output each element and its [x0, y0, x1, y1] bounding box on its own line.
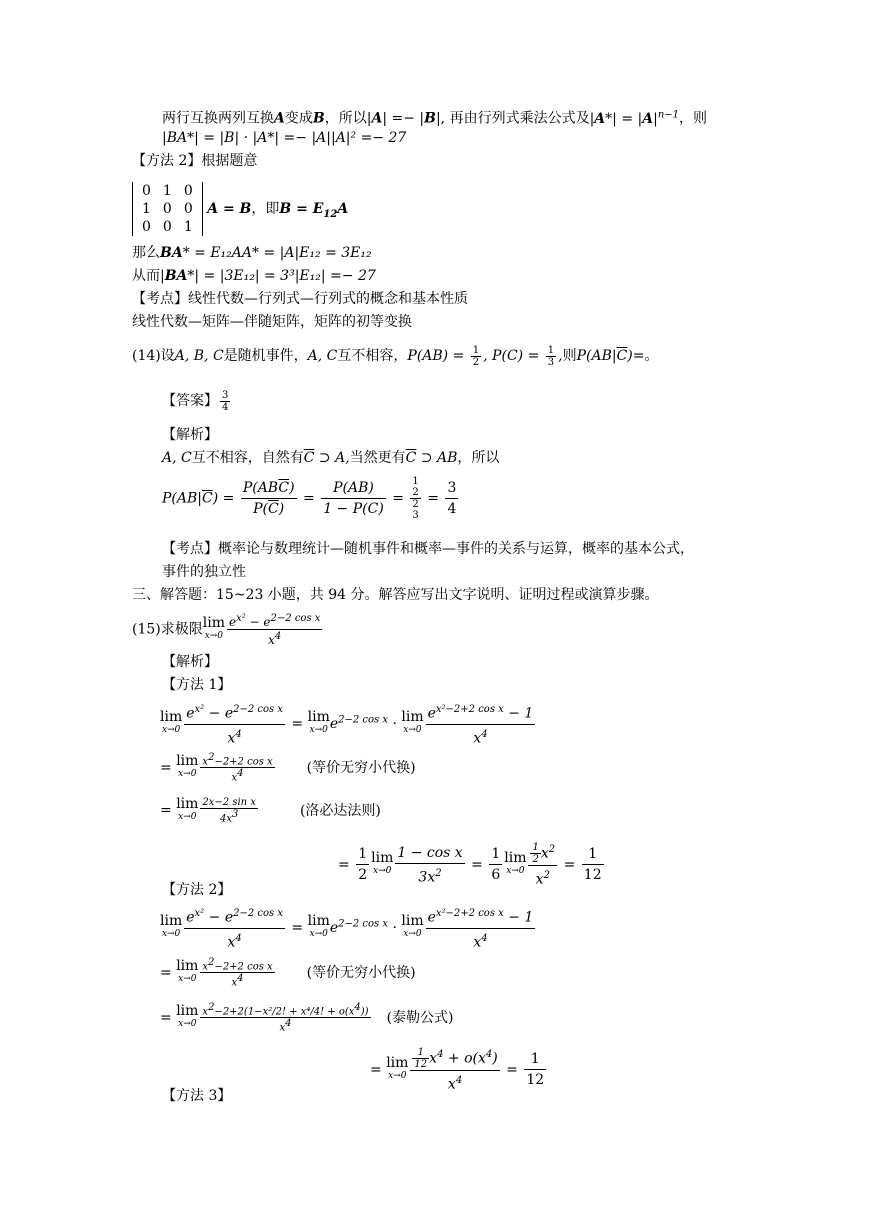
q15-m2-step4: = lim x→0 $\frac{1}{12}$ $x^4 + o(x^4)$ $x^4$ = $\frac{1}{12}$ — [370, 1045, 548, 1095]
line-namely: 那么BA* = E₁₂AA* = |A|E₁₂ = 3E₁₂ — [132, 245, 372, 261]
q14-reason: A, C互不相容，自然有$\overline{C}$ ⊃ A,当然更有$\overline{C}$ ⊃ AB，所以 — [162, 450, 500, 466]
q15-m2-step2: = lim x→0 $\frac{x^2-2+2 \cos x}{x^4}$ (等价无穷小代换) — [160, 957, 416, 989]
q15-m2-step1: lim x→0 $\frac{e^{x^2} - e^{2-2 cos x}}{x^4}$ = lim x→0 $e^{2-2 cos x}$ · lim x→0 $\frac{e^{x^2-2+2 cos x} - 1}{x^4}$ — [160, 904, 537, 952]
line-result-27: |BA*| = |B| · |A*| =− |A||A|² =− 27 — [162, 130, 407, 146]
q14-answer: 【答案】 $\frac{3}{4}$ — [162, 389, 229, 413]
q15-method2: 【方法 2】 — [162, 882, 232, 898]
q15-jiexi: 【解析】 — [162, 654, 218, 670]
q14-kaodian: 【考点】概率论与数理统计—随机事件和概率—事件的关系与运算，概率的基本公式， — [162, 541, 694, 557]
q14-kaodian-2: 事件的独立性 — [162, 564, 246, 580]
q14-formula: $P(AB|\overline{C})$ = $\frac{P(AB\overline{C})}{P(\overline{C})}$ = $\frac{P(AB)}{1 - P(C)}$ = 1 2 2 3 = $\frac{3}{4}$ — [162, 476, 457, 521]
q15-stem: (15)求极限 lim x→0 $\frac{e^{x^2} - e^{2-2 cos x}}{x^4}$ — [132, 613, 321, 647]
kaodian-linear-1: 【考点】线性代数—行列式—行列式的概念和基本性质 — [132, 291, 468, 307]
q15-m1-step4: = $\frac{1}{2}$ lim x→0 $\frac{\text{1 − cos x}}{3x^2}$ = $\frac{1}{6}$ lim x→0 $\frac{1}{2}$ $x^2$ $x^2$ = $\frac{1}{12}$ — [338, 840, 606, 890]
q15-method1: 【方法 1】 — [162, 677, 232, 693]
line-thus: 从而|BA*| = |3E₁₂| = 3³|E₁₂| =− 27 — [132, 268, 376, 284]
matrix-equation: 0 1 0 1 0 0 0 0 1 A = B，即$B = E_{12}A$ — [132, 182, 348, 236]
q14-jiexi: 【解析】 — [162, 427, 218, 443]
q15-m1-step1: lim x→0 $\frac{e^{x^2} - e^{2-2 cos x}}{x^4}$ = lim x→0 $e^{2-2 cos x}$ · lim x→0 $\frac{e^{x^2-2+2 cos x} - 1}{x^4}$ — [160, 700, 537, 748]
q15-m1-step3: = lim x→0 $\frac{\text{2x−2 sin x}}{4x^3}$ (洛必达法则) — [160, 795, 381, 825]
q15-m1-step2: = lim x→0 $\frac{x^2-2+2 \cos x}{x^4}$ (等价无穷小代换) — [160, 752, 416, 784]
q14-stem: (14)设A, B, C是随机事件，A, C互不相容，P(AB) = $\frac{1}{2}$ , P(C) = $\frac{1}{3}$ ,则$P(AB|\overline{C})=$。 — [132, 344, 659, 368]
kaodian-linear-2: 线性代数—矩阵—伴随矩阵，矩阵的初等变换 — [132, 314, 412, 330]
method2-header: 【方法 2】根据题意 — [132, 153, 258, 169]
line-determinant-swap: 两行互换两列互换A变成B，所以|A| =− |B|, 再由行列式乘法公式及$|A*| = |A|^{n-1}$，则 — [162, 109, 708, 127]
section-three-header: 三、解答题：15~23 小题，共 94 分。解答应写出文字说明、证明过程或演算步骤。 — [132, 587, 659, 603]
q15-m2-step3: = lim x→0 $\frac{x^2-2+2(1-x^2/2! + x^4/4! + o(x^4))}{x^4}$ (泰勒公式) — [160, 1002, 454, 1034]
q15-method3: 【方法 3】 — [162, 1088, 232, 1104]
permutation-matrix: 0 1 0 1 0 0 0 0 1 — [132, 182, 203, 236]
